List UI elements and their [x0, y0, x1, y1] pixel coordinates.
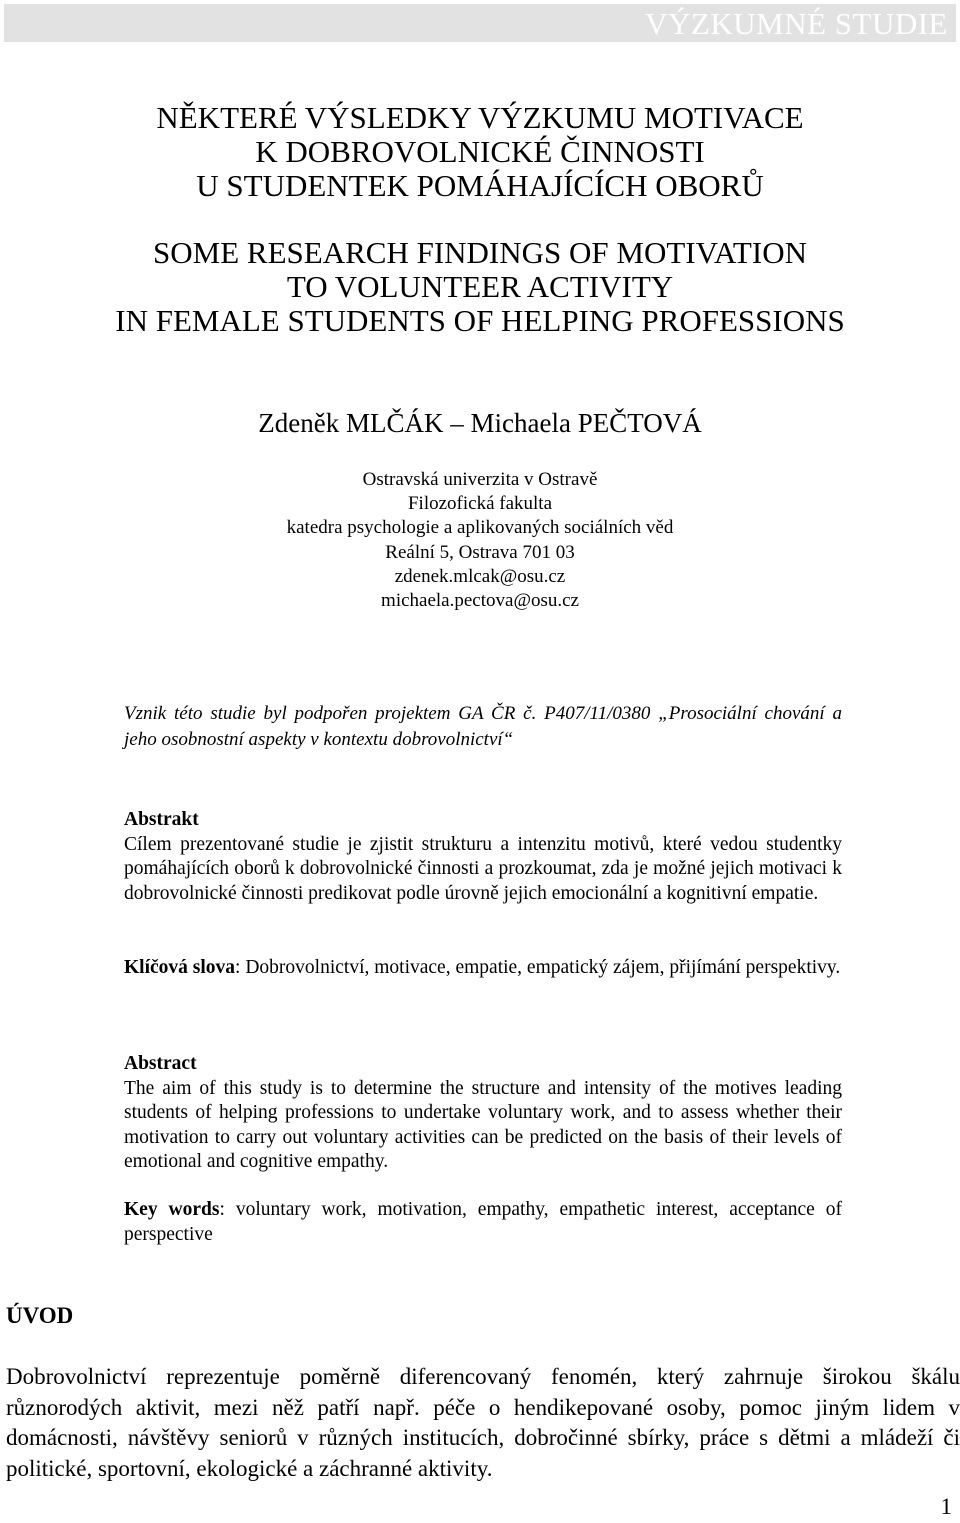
abstrakt-section — [124, 808, 842, 906]
abstrakt-text: Cílem prezentované studie je zjistit strukturu a intenzitu motivů, které vedou studentky pomáhajících oborů k dobrovolnické činnosti a prozkoumat, zda je možné jejich motivaci k dobrovolnické činnosti predikovat podle úrovně jejich emocionální a kognitivní empatie. — [124, 833, 842, 904]
affiliation-university: Ostravská univerzita v Ostravě — [362, 469, 598, 490]
klicova-slova-section — [124, 956, 842, 981]
title-czech-line-2: K DOBROVOLNICKÉ ČINNOSTI — [255, 134, 705, 169]
authors: Zdeněk MLČÁK – Michaela PEČTOVÁ — [258, 408, 702, 438]
intro-heading: ÚVOD — [6, 1303, 74, 1328]
abstrakt-heading: Abstrakt — [124, 809, 199, 830]
title-english-line-2: TO VOLUNTEER ACTIVITY — [286, 269, 674, 304]
title-czech-line-1: NĚKTERÉ VÝSLEDKY VÝZKUMU MOTIVACE — [156, 100, 804, 135]
section-header-band — [4, 4, 956, 42]
klicova-slova-label: Klíčová slova — [124, 957, 236, 978]
key-words-label: Key words — [124, 1199, 220, 1220]
title-english-line-1: SOME RESEARCH FINDINGS OF MOTIVATION — [153, 235, 807, 270]
affiliation-faculty: Filozofická fakulta — [407, 493, 553, 515]
title-czech-line-3: U STUDENTEK POMÁHAJÍCÍCH OBORŮ — [196, 168, 764, 203]
abstract-heading: Abstract — [124, 1053, 197, 1074]
section-label: VÝZKUMNÉ STUDIE — [645, 6, 948, 41]
klicova-slova-text: : Dobrovolnictví, motivace, empatie, empatický zájem, přijímání perspektivy. — [235, 957, 841, 978]
key-words-text: : voluntary work, motivation, empathy, empathetic interest, acceptance of perspective — [124, 1199, 842, 1245]
key-words-section — [124, 1198, 842, 1247]
title-english-line-3: IN FEMALE STUDENTS OF HELPING PROFESSIONS — [115, 303, 845, 338]
title-english — [0, 236, 960, 338]
email-pectova: michaela.pectova@osu.cz — [381, 590, 579, 612]
abstract-section — [124, 1052, 842, 1175]
title-czech — [0, 101, 960, 203]
page-number: 1 — [940, 1494, 952, 1519]
affiliation-address: Reální 5, Ostrava 701 03 — [385, 541, 575, 563]
grant-note: Vznik této studie byl podpořen projektem GA ČR č. P407/11/0380 „Prosociální chování a jeho osobnostní aspekty v kontextu dobrovolnictví“ — [124, 703, 842, 750]
affiliation-department: katedra psychologie a aplikovaných sociálních věd — [286, 517, 674, 539]
affiliation — [0, 468, 960, 613]
intro-paragraph: Dobrovolnictví reprezentuje poměrně diferencovaný fenomén, který zahrnuje širokou škálu různorodých aktivit, mezi něž patří např. péče o hendikepované osoby, pomoc jiným lidem v domácnosti, návštěvy seniorů v různých institucích, dobročinné sbírky, práce s dětmi a mládeží či politické, sportovní, ekologické a záchranné aktivity. — [6, 1364, 960, 1481]
email-mlcak: zdenek.mlcak@osu.cz — [394, 565, 566, 587]
abstract-text: The aim of this study is to determine the structure and intensity of the motives leading students of helping professions to undertake voluntary work, and to assess whether their motivation to carry out voluntary activities can be predicted on the basis of their levels of emotional and cognitive empathy. — [124, 1077, 842, 1172]
